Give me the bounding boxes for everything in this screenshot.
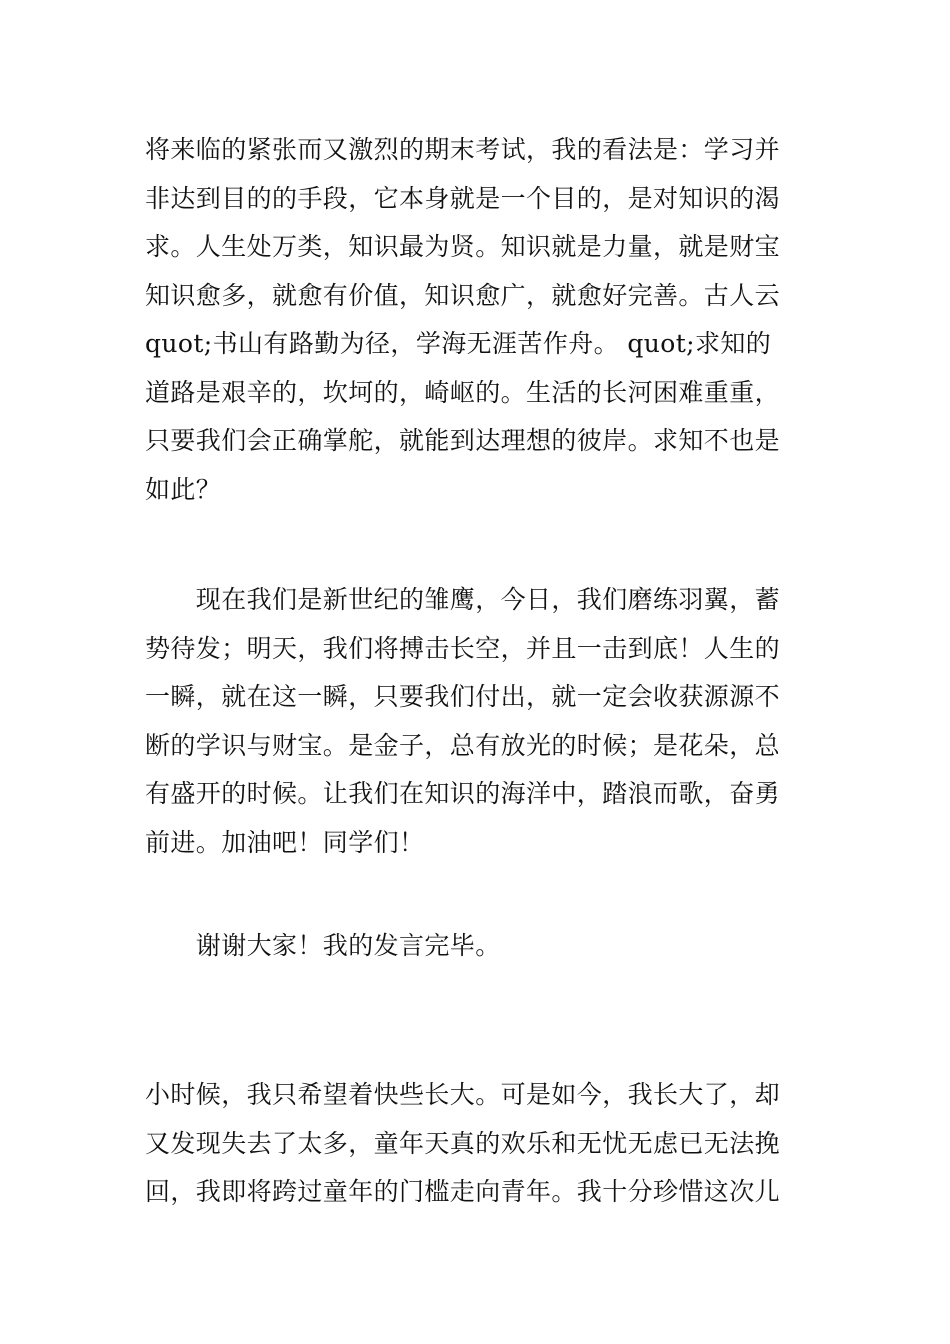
paragraph-exam-knowledge: 将来临的紧张而又激烈的期末考试，我的看法是：学习并 非达到目的的手段，它本身就是一个目的，是对知识的渴 求。人生处万类，知识最为贤。知识就是力量，就是财宝 知识愈多，就愈有价值，知识愈广，就愈好完善。古人云 quot;书山有路勤为径，学海无涯苦作舟。 quot;求知的 道路是艰辛的，坎坷的，崎岖的。生活的长河困难重重， 只要我们会正确掌舵，就能到达理想的彼岸。求知不也是 如此？ xyxy=(145,135,781,504)
paragraph-closing-thanks: 谢谢大家！我的发言完毕。 xyxy=(145,931,501,960)
paragraph-young-eagles: 现在我们是新世纪的雏鹰，今日，我们磨练羽翼，蓄 势待发；明天，我们将搏击长空，并且一击到底！人生的 一瞬，就在这一瞬，只要我们付出，就一定会收获源源不 断的学识与财宝。是金子，总有放光的时候；是花朵，总 有盛开的时候。让我们在知识的海洋中，踏浪而歌，奋勇 前进。加油吧！同学们！ xyxy=(145,585,781,857)
paragraph-childhood: 小时候，我只希望着快些长大。可是如今，我长大了，却 又发现失去了太多，童年天真的欢乐和无忧无虑已无法挽 回，我即将跨过童年的门槛走向青年。我十分珍惜这次儿 xyxy=(145,1080,781,1206)
